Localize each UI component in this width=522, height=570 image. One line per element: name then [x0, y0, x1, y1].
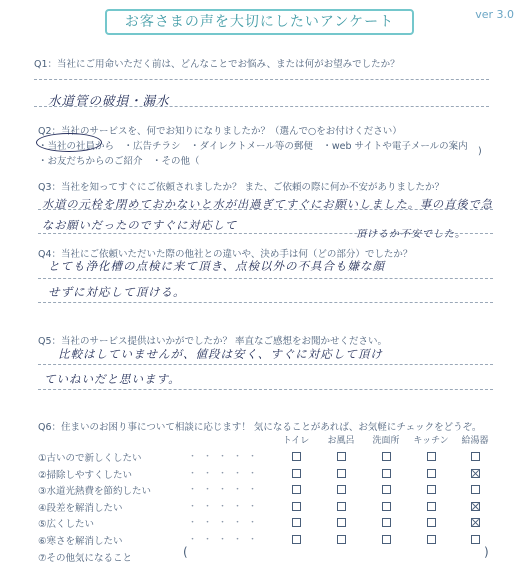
q6-checkbox[interactable] — [382, 485, 391, 494]
q6-checkbox[interactable] — [382, 535, 391, 544]
q6-checkbox[interactable] — [337, 452, 346, 461]
q6-checkbox[interactable] — [292, 502, 301, 511]
q4-answer-line1[interactable]: とても浄化槽の点検に来て頂き、点検以外の不具合も嫌な顔 — [48, 259, 386, 273]
q5-line-1 — [38, 364, 493, 365]
q1-line-2 — [34, 106, 489, 107]
q6-row-leader-dots: ・・・・・ — [188, 518, 264, 528]
q6-checkbox[interactable] — [427, 502, 436, 511]
q4-line-1 — [38, 278, 493, 279]
q1-answer[interactable]: 水道管の破損・漏水 — [48, 93, 170, 108]
q6-column-header: 洗面所 — [372, 436, 400, 446]
q6-checkbox[interactable] — [427, 518, 436, 527]
q6-checkbox[interactable] — [427, 452, 436, 461]
q6-row-label: ③水道光熱費を節約したい — [38, 486, 152, 497]
q2-question: Q2：当社のサービスを、何でお知りになりましたか？（選んで○をお付けください） — [38, 126, 402, 137]
q3-question: Q3：当社を知ってすぐにご依頼されましたか？ また、ご依頼の際に何か不安がありましたか？ — [38, 182, 445, 193]
q6-row-label: ②掃除しやすくしたい — [38, 469, 133, 481]
q6-checkbox[interactable] — [382, 502, 391, 511]
q6-column-header: キッチン — [413, 436, 449, 446]
q6-question: Q6：住まいのお困り事について相談に応じます！ 気になることがあれば、お気軽にチェックをどうぞ。 — [38, 422, 482, 433]
q6-row-leader-dots: ・・・・・ — [188, 501, 264, 512]
q6-checkbox[interactable] — [337, 469, 346, 478]
q6-row-leader-dots: ・・・・・ — [188, 485, 264, 495]
q5-answer-line1[interactable]: 比較はしていませんが、値段は安く、すぐに対応して頂け — [58, 347, 383, 361]
q6-checkbox[interactable] — [382, 469, 391, 478]
q6-row-label: ④段差を解消したい — [38, 502, 123, 514]
q5-line-2 — [38, 389, 493, 390]
q6-other-label: ⑦その他気になること — [38, 553, 133, 564]
q3-answer-note[interactable]: 頂けるか不安でした。 — [356, 229, 466, 240]
q6-row-leader-dots: ・・・・・ — [188, 534, 264, 545]
q5-question: Q5：当社のサービス提供はいかがでしたか？ 率直なご感想をお聞かせください。 — [38, 336, 388, 347]
version-label: ver 3.0 — [475, 8, 514, 21]
q2-close-paren: ) — [478, 146, 482, 157]
q6-checkbox[interactable] — [382, 518, 391, 527]
q6-row-label: ①古いので新しくしたい — [38, 453, 142, 464]
q2-options-line1[interactable]: ・当社の社員から ・広告チラシ ・ダイレクトメール等の郵便 ・web サイトや電子メールの案内 — [38, 141, 468, 152]
q6-row-leader-dots: ・・・・・ — [188, 468, 264, 479]
q2-selected-circle — [36, 133, 102, 152]
q6-checkbox[interactable] — [337, 535, 346, 544]
q6-row-leader-dots: ・・・・・ — [188, 452, 264, 462]
q6-other-open-paren: ( — [183, 545, 188, 559]
q6-checkbox[interactable] — [292, 452, 301, 461]
q3-answer[interactable]: 水道の元栓を閉めておかないと水が出過ぎてすぐにお願いしました。事の直後で急なお願いだったのですぐに対応して — [42, 198, 493, 232]
q1-line-1 — [34, 79, 489, 80]
q6-other-close-paren: ) — [484, 545, 489, 559]
q5-answer-line2[interactable]: ていねいだと思います。 — [44, 372, 181, 386]
q1-question: Q1：当社にご用命いただく前は、どんなことでお悩み、または何がお望みでしたか？ — [34, 59, 400, 70]
q6-checkbox[interactable] — [471, 452, 480, 461]
q6-checkbox[interactable] — [292, 485, 301, 494]
q6-checkbox[interactable] — [292, 469, 301, 478]
q6-checkbox[interactable] — [292, 518, 301, 527]
q6-checkbox-checked[interactable] — [471, 502, 480, 511]
q6-checkbox[interactable] — [471, 535, 480, 544]
survey-title: お客さまの声を大切にしたいアンケート — [105, 9, 414, 35]
q6-checkbox[interactable] — [337, 518, 346, 527]
q6-checkbox[interactable] — [471, 485, 480, 494]
q6-checkbox[interactable] — [427, 535, 436, 544]
q6-row-label: ⑥寒さを解消したい — [38, 535, 123, 547]
q6-checkbox[interactable] — [337, 502, 346, 511]
q4-question: Q4：当社にご依頼いただいた際の他社との違いや、決め手は何（どの部分）でしたか？ — [38, 249, 413, 260]
q4-line-2 — [38, 302, 493, 303]
q6-checkbox-checked[interactable] — [471, 469, 480, 478]
q6-checkbox[interactable] — [427, 469, 436, 478]
q6-checkbox[interactable] — [292, 535, 301, 544]
q6-checkbox-checked[interactable] — [471, 518, 480, 527]
q6-checkbox[interactable] — [337, 485, 346, 494]
q6-checkbox[interactable] — [427, 485, 436, 494]
q2-options-line2[interactable]: ・お友だちからのご紹介 ・その他（ — [38, 156, 200, 167]
q6-column-header: 給湯器 — [461, 436, 489, 446]
q6-row-label: ⑤広くしたい — [38, 519, 95, 530]
q6-column-header: お風呂 — [327, 436, 355, 446]
q6-column-header: トイレ — [282, 436, 310, 446]
q4-answer-line2[interactable]: せずに対応して頂ける。 — [48, 285, 186, 299]
q6-checkbox[interactable] — [382, 452, 391, 461]
